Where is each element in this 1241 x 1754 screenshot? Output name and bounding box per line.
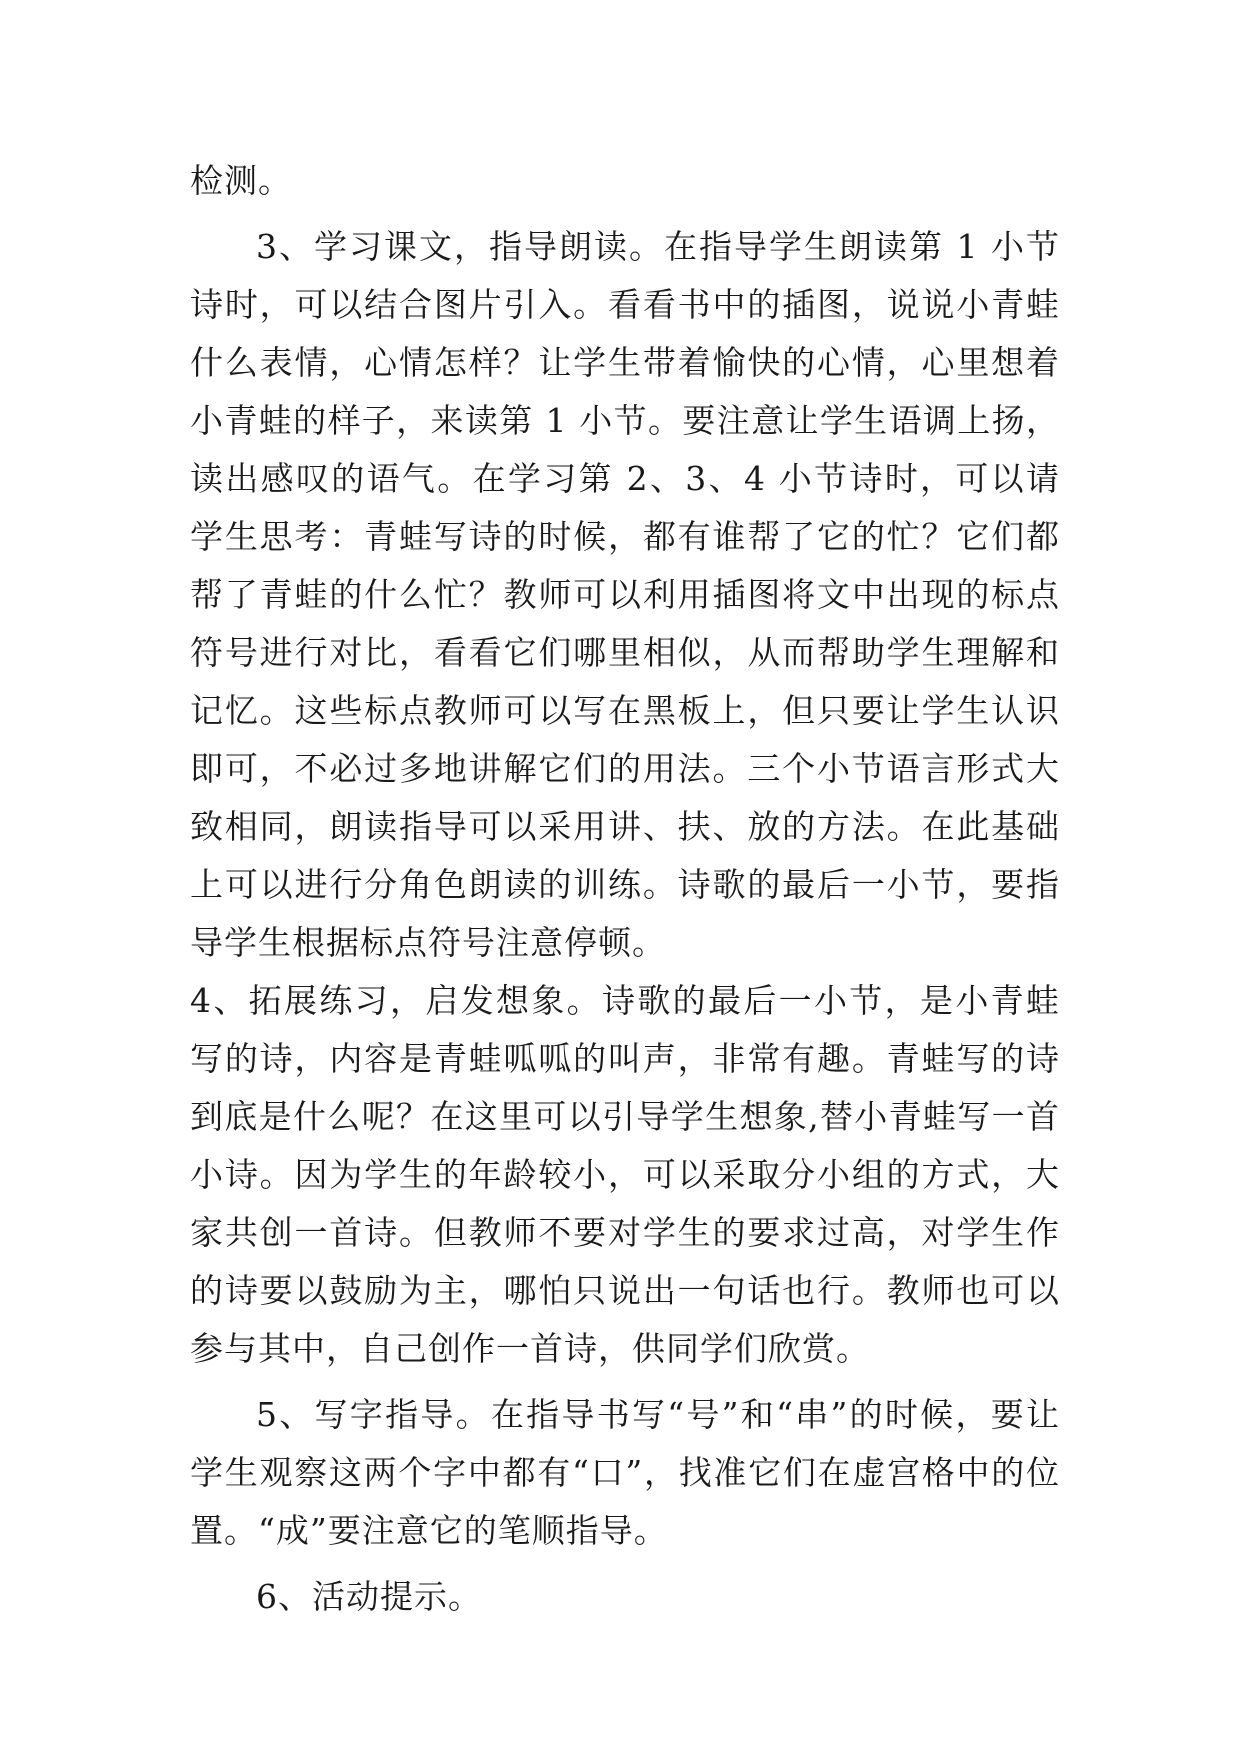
paragraph-step-3-reading: 3、学习课文，指导朗读。在指导学生朗读第 1 小节诗时，可以结合图片引入。看看书中的插图，说说小青蛙什么表情，心情怎样？让学生带着愉快的心情，心里想着小青蛙的样子，来读第 1 小节。要注意让学生语调上扬，读出感叹的语气。在学习第 2、3、4 小节诗时，可以请学生思考：青蛙写诗的时候，都有谁帮了它的忙？它们都帮了青蛙的什么忙？教师可以利用插图将文中出现的标点符号进行对比，看看它们哪里相似，从而帮助学生理解和记忆。这些标点教师可以写在黑板上，但只要让学生认识即可，不必过多地讲解它们的用法。三个小节语言形式大致相同，朗读指导可以采用讲、扶、放的方法。在此基础上可以进行分角色朗读的训练。诗歌的最后一小节，要指导学生根据标点符号注意停顿。 (190, 227, 1060, 962)
paragraph-step-4-imagination: 4、拓展练习，启发想象。诗歌的最后一小节，是小青蛙写的诗，内容是青蛙呱呱的叫声，非常有趣。青蛙写的诗到底是什么呢？在这里可以引导学生想象,替小青蛙写一首小诗。因为学生的年龄较小，可以采取分小组的方式，大家共创一首诗。但教师不要对学生的要求过高，对学生作的诗要以鼓励为主，哪怕只说出一句话也行。教师也可以参与其中，自己创作一首诗，供同学们欣赏。 (190, 981, 1060, 1368)
paragraph-step-5-writing: 5、写字指导。在指导书写“号”和“串”的时候，要让学生观察这两个字中都有“口”，找准它们在虚宫格中的位置。“成”要注意它的笔顺指导。 (190, 1395, 1060, 1550)
paragraph-detection: 检测。 (190, 161, 292, 200)
paragraph-step-6-activity: 6、活动提示。 (256, 1577, 482, 1616)
body-text (190, 152, 1060, 1626)
